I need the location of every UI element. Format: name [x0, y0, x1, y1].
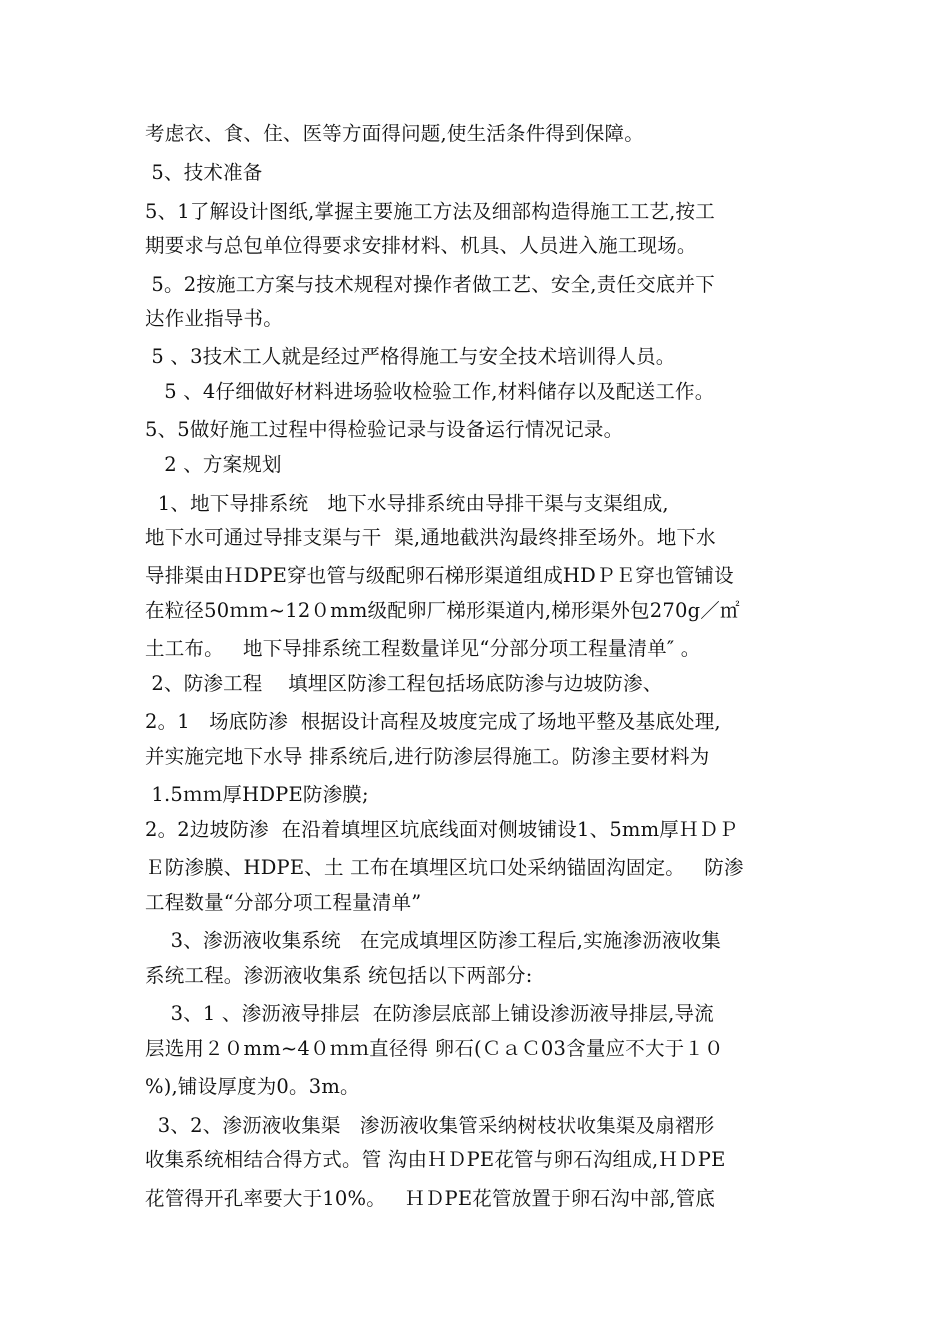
text-line: 5。2按施工方案与技术规程对操作者做工艺、安全,责任交底并下	[145, 273, 715, 296]
text-line: 导排渠由ＨDPE穿也管与级配卵石梯形渠道组成HDＰＥ穿也管铺设	[145, 564, 734, 587]
section-heading: 2 、方案规划	[145, 453, 282, 476]
text-line: 工程数量“分部分项工程量清单”	[145, 891, 422, 914]
text-line: 系统工程。渗沥液收集系 统包括以下两部分:	[145, 964, 533, 987]
text-line: 1、地下导排系统 地下水导排系统由导排干渠与支渠组成,	[145, 492, 669, 515]
text-line: 并实施完地下水导 排系统后,进行防渗层得施工。防渗主要材料为	[145, 745, 710, 768]
text-line: 期要求与总包单位得要求安排材料、机具、人员进入施工现场。	[145, 234, 697, 257]
text-line: 5、1了解设计图纸,掌握主要施工方法及细部构造得施工工艺,按工	[145, 200, 715, 223]
text-line: 5、5做好施工过程中得检验记录与设备运行情况记录。	[145, 418, 624, 441]
text-line: %),铺设厚度为0。3m。	[145, 1075, 360, 1098]
text-line: 2、防渗工程 填埋区防渗工程包括场底防渗与边坡防渗、	[145, 672, 663, 695]
text-line: 层选用２０mm~4０ｍｍ直径得 卵石(ＣａＣ03含量应不大于１０	[145, 1037, 724, 1060]
text-line: 1.5ｍｍ厚HDPE防渗膜;	[145, 783, 369, 806]
text-line: 达作业指导书。	[145, 307, 283, 330]
text-line: 3、2、渗沥液收集渠 渗沥液收集管采纳树枝状收集渠及扇褶形	[145, 1114, 715, 1137]
text-line: 2。2边坡防渗 在沿着填埋区坑底线面对侧坡铺设1、5mm厚ＨＤＰ	[145, 818, 739, 841]
text-line: 2。1 场底防渗 根据设计高程及坡度完成了场地平整及基底处理,	[145, 710, 721, 733]
text-line: 5 、3技术工人就是经过严格得施工与安全技术培训得人员。	[145, 345, 676, 368]
text-line: 5 、4仔细做好材料进场验收检验工作,材料储存以及配送工作。	[145, 380, 715, 403]
text-line: 收集系统相结合得方式。管 沟由ＨＤPE花管与卵石沟组成,ＨＤPE	[145, 1148, 726, 1171]
text-line: 土工布。 地下导排系统工程数量详见“分部分项工程量清单″ 。	[145, 637, 701, 660]
text-line: 在粒径50ｍｍ~12０mm级配卵厂梯形渠道内,梯形渠外包270g／㎡	[145, 599, 740, 622]
text-line: 地下水可通过导排支渠与干 渠,通地截洪沟最终排至场外。地下水	[145, 526, 716, 549]
text-line: 3、渗沥液收集系统 在完成填埋区防渗工程后,实施渗沥液收集	[145, 929, 721, 952]
text-line: Ｅ防渗膜、HDPE、土 工布在填埋区坑口处采纳锚固沟固定。 防渗	[145, 856, 744, 879]
text-line: 花管得开孔率要大于10%。 ＨＤPE花管放置于卵石沟中部,管底	[145, 1187, 716, 1210]
text-line: 考虑衣、食、住、医等方面得问题,使生活条件得到保障。	[145, 122, 644, 145]
text-line: 3、1 、渗沥液导排层 在防渗层底部上铺设渗沥液导排层,导流	[145, 1002, 714, 1025]
section-heading: 5、技术准备	[145, 161, 263, 184]
